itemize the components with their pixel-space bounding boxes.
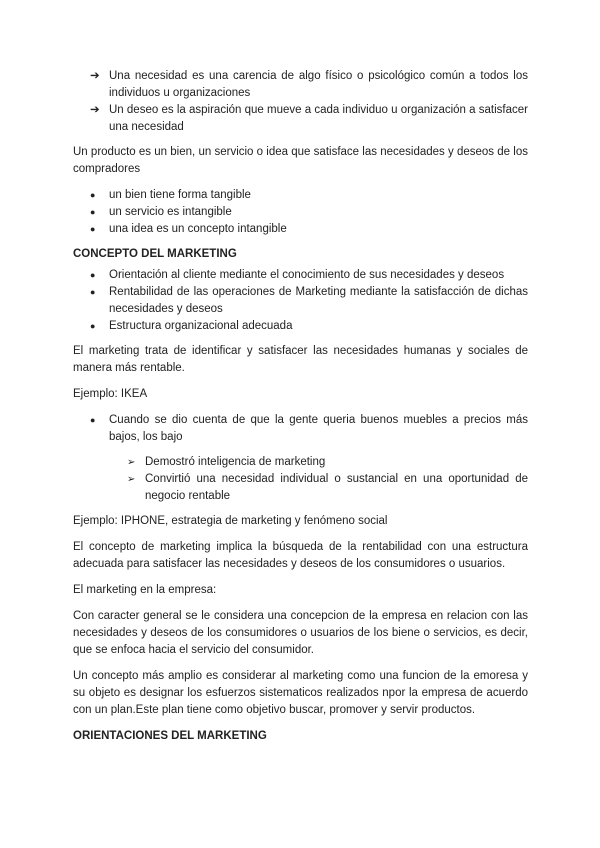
bullet-dot-icon: ● xyxy=(90,287,96,297)
arrow-right-icon: ➔ xyxy=(90,70,100,82)
triangle-arrow-icon: ➢ xyxy=(127,474,136,485)
triangle-arrow-icon: ➢ xyxy=(127,457,136,468)
list-item: ➢ Convirtió una necesidad individual o sustancial en una oportunidad de negocio rentable xyxy=(127,473,528,502)
bullet-dot-icon: ● xyxy=(90,415,96,425)
list-item: ● una idea es un concepto intangible xyxy=(73,221,528,238)
bullet-dot-icon: ● xyxy=(90,321,96,331)
bullet-dot-icon: ● xyxy=(90,224,96,234)
needs-list xyxy=(73,68,528,136)
heading-orientaciones: ORIENTACIONES DEL MARKETING xyxy=(73,730,267,742)
arrow-right-icon: ➔ xyxy=(90,104,100,116)
ikea-list xyxy=(73,412,528,446)
document-body xyxy=(73,68,528,749)
bullet-dot-icon: ● xyxy=(90,270,96,280)
list-item: ➔ Un deseo es la aspiración que mueve a cada individuo u organización a satisfacer una necesidad xyxy=(90,104,528,133)
paragraph-concepto-implica: El concepto de marketing implica la búsqueda de la rentabilidad con una estructura adecuada para satisfacer las necesidades y deseos de los consumidores o usuarios. xyxy=(73,541,528,570)
producto-list xyxy=(73,187,528,238)
paragraph-marketing-trata: El marketing trata de identificar y satisfacer las necesidades humanas y sociales de manera más rentable. xyxy=(73,345,528,374)
list-item: ● Rentabilidad de las operaciones de Marketing mediante la satisfacción de dichas necesidades y deseos xyxy=(90,286,528,315)
list-item: ● un servicio es intangible xyxy=(73,204,528,221)
paragraph-ejemplo-ikea: Ejemplo: IKEA xyxy=(73,388,148,400)
heading-concepto: CONCEPTO DEL MARKETING xyxy=(73,248,237,260)
list-item: ● Orientación al cliente mediante el conocimiento de sus necesidades y deseos xyxy=(73,267,528,284)
list-item: ➢ Demostró inteligencia de marketing xyxy=(73,454,528,471)
bullet-dot-icon: ● xyxy=(90,190,96,200)
paragraph-producto: Un producto es un bien, un servicio o idea que satisface las necesidades y deseos de los compradores xyxy=(73,146,528,175)
ikea-sublist xyxy=(73,454,528,505)
paragraph-marketing-empresa: El marketing en la empresa: xyxy=(73,584,217,596)
list-item: ● un bien tiene forma tangible xyxy=(73,187,528,204)
paragraph-concepto-amplio: Un concepto más amplio es considerar al marketing como una funcion de la emoresa y su objeto es designar los esfuerzos sistematicos realizados npor la empresa de acuerdo con un plan.Este plan tiene como objetivo buscar, promover y servir productos. xyxy=(73,670,528,716)
paragraph-caracter-general: Con caracter general se le considera una concepcion de la empresa en relacion con las necesidades y deseos de los consumidores o usuarios de los biene o servicios, es decir, que se enfoca hacia el servicio del consumidor. xyxy=(73,610,528,656)
list-item: ● Cuando se dio cuenta de que la gente queria buenos muebles a precios más bajos, los bajo xyxy=(90,414,528,443)
list-item: ➔ Una necesidad es una carencia de algo físico o psicológico común a todos los individuos u organizaciones xyxy=(90,70,528,99)
paragraph-ejemplo-iphone: Ejemplo: IPHONE, estrategia de marketing y fenómeno social xyxy=(73,515,388,527)
list-item: ● Estructura organizacional adecuada xyxy=(73,318,528,335)
bullet-dot-icon: ● xyxy=(90,207,96,217)
concepto-list xyxy=(73,267,528,335)
